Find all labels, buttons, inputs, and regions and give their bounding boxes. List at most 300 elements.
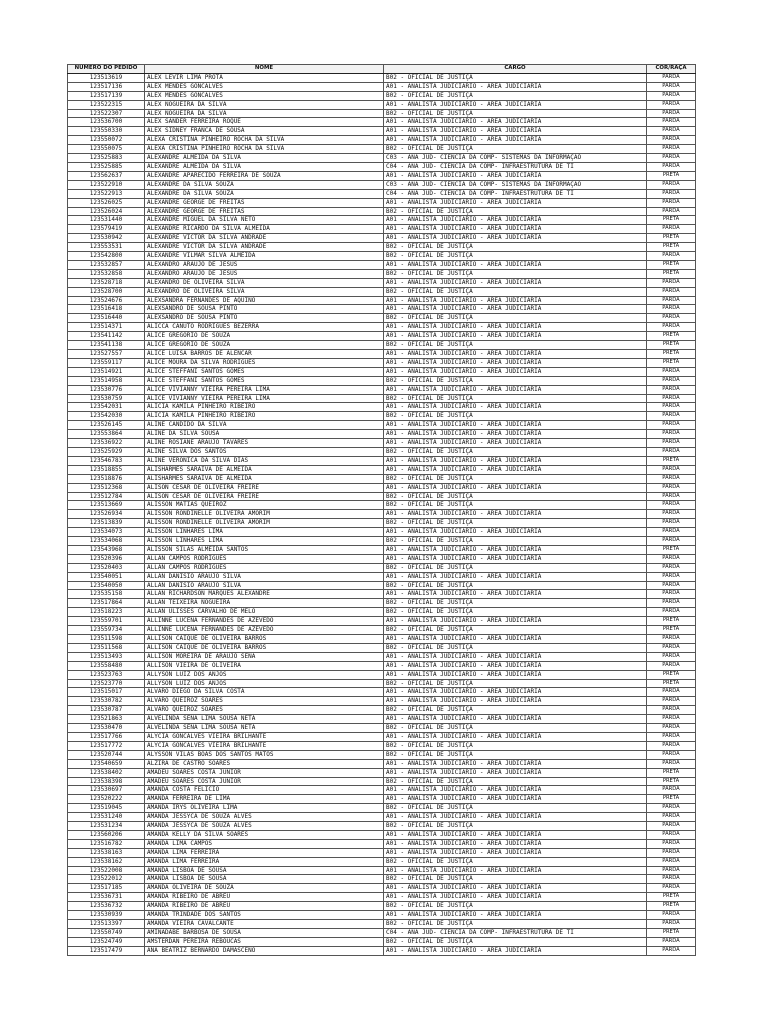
- table-row: [68, 617, 696, 626]
- order-number-cell: 123530759: [68, 394, 145, 403]
- race-cell: PARDA: [647, 162, 696, 171]
- order-number-cell: 123550749: [68, 928, 145, 937]
- name-cell: ALYSSON VILAS BOAS DOS SANTOS MATOS: [145, 750, 384, 759]
- race-cell: PRETA: [647, 358, 696, 367]
- race-cell: PARDA: [647, 830, 696, 839]
- order-number-cell: 123526145: [68, 421, 145, 430]
- order-number-cell: 123513839: [68, 519, 145, 528]
- order-number-cell: 123531240: [68, 813, 145, 822]
- race-cell: PRETA: [647, 626, 696, 635]
- race-cell: PARDA: [647, 572, 696, 581]
- race-cell: PARDA: [647, 706, 696, 715]
- order-number-cell: 123518223: [68, 608, 145, 617]
- order-number-cell: 123532858: [68, 269, 145, 278]
- name-cell: ALEXANDRE GEORGE DE FREITAS: [145, 207, 384, 216]
- position-cell: B02 - OFICIAL DE JUSTIÇA: [384, 412, 647, 421]
- table-row: [68, 920, 696, 929]
- order-number-cell: 123530782: [68, 697, 145, 706]
- name-cell: ALLISON VIEIRA DE OLIVEIRA: [145, 661, 384, 670]
- order-number-cell: 123522008: [68, 866, 145, 875]
- position-cell: A01 - ANALISTA JUDICIÁRIO - ÁREA JUDICIÁRIA: [384, 715, 647, 724]
- name-cell: ALEX LEVIR LIMA PROTA: [145, 73, 384, 82]
- position-cell: B02 - OFICIAL DE JUSTIÇA: [384, 643, 647, 652]
- race-cell: PARDA: [647, 385, 696, 394]
- order-number-cell: 123530787: [68, 706, 145, 715]
- table-row: [68, 911, 696, 920]
- race-cell: PARDA: [647, 252, 696, 261]
- race-cell: PARDA: [647, 439, 696, 448]
- race-cell: PRETA: [647, 617, 696, 626]
- race-cell: PARDA: [647, 866, 696, 875]
- name-cell: AMADEU SOARES COSTA JUNIOR: [145, 777, 384, 786]
- table-row: [68, 100, 696, 109]
- race-cell: PRETA: [647, 269, 696, 278]
- position-cell: A01 - ANALISTA JUDICIÁRIO - ÁREA JUDICIÁRIA: [384, 617, 647, 626]
- table-row: [68, 528, 696, 537]
- table-row: [68, 750, 696, 759]
- position-cell: B02 - OFICIAL DE JUSTIÇA: [384, 109, 647, 118]
- table-row: [68, 394, 696, 403]
- order-number-cell: 123526934: [68, 510, 145, 519]
- table-row: [68, 439, 696, 448]
- race-cell: PARDA: [647, 421, 696, 430]
- header-cor-raca: COR/RAÇA: [647, 65, 696, 74]
- position-cell: A01 - ANALISTA JUDICIÁRIO - ÁREA JUDICIÁRIA: [384, 839, 647, 848]
- table-row: [68, 679, 696, 688]
- position-cell: A01 - ANALISTA JUDICIÁRIO - ÁREA JUDICIÁRIA: [384, 866, 647, 875]
- table-row: [68, 688, 696, 697]
- order-number-cell: 123516418: [68, 305, 145, 314]
- position-cell: B02 - OFICIAL DE JUSTIÇA: [384, 857, 647, 866]
- order-number-cell: 123513493: [68, 652, 145, 661]
- order-number-cell: 123520744: [68, 750, 145, 759]
- position-cell: A01 - ANALISTA JUDICIÁRIO - ÁREA JUDICIÁRIA: [384, 118, 647, 127]
- table-row: [68, 786, 696, 795]
- order-number-cell: 123513397: [68, 920, 145, 929]
- position-cell: A01 - ANALISTA JUDICIÁRIO - ÁREA JUDICIÁRIA: [384, 171, 647, 180]
- position-cell: C04 - ANA JUD- CIÊNCIA DA COMP- INFRAESTRUTURA DE TI: [384, 189, 647, 198]
- table-row: [68, 643, 696, 652]
- table-row: [68, 795, 696, 804]
- name-cell: AMANDA KELLY DA SILVA SOARES: [145, 830, 384, 839]
- position-cell: A01 - ANALISTA JUDICIÁRIO - ÁREA JUDICIÁRIA: [384, 768, 647, 777]
- position-cell: A01 - ANALISTA JUDICIÁRIO - ÁREA JUDICIÁRIA: [384, 813, 647, 822]
- position-cell: A01 - ANALISTA JUDICIÁRIO - ÁREA JUDICIÁRIA: [384, 848, 647, 857]
- order-number-cell: 123514371: [68, 323, 145, 332]
- name-cell: ALEX MENDES GONCALVES: [145, 82, 384, 91]
- race-cell: PARDA: [647, 661, 696, 670]
- name-cell: ALEX MENDES GONCALVES: [145, 91, 384, 100]
- race-cell: PARDA: [647, 537, 696, 546]
- table-row: [68, 732, 696, 741]
- order-number-cell: 123517864: [68, 599, 145, 608]
- position-cell: A01 - ANALISTA JUDICIÁRIO - ÁREA JUDICIÁRIA: [384, 884, 647, 893]
- position-cell: B02 - OFICIAL DE JUSTIÇA: [384, 207, 647, 216]
- order-number-cell: 123512368: [68, 483, 145, 492]
- position-cell: C04 - ANA JUD- CIÊNCIA DA COMP- INFRAESTRUTURA DE TI: [384, 162, 647, 171]
- order-number-cell: 123550075: [68, 145, 145, 154]
- race-cell: PARDA: [647, 376, 696, 385]
- race-cell: PARDA: [647, 118, 696, 127]
- order-number-cell: 123517479: [68, 946, 145, 955]
- table-row: [68, 465, 696, 474]
- order-number-cell: 123540051: [68, 572, 145, 581]
- position-cell: A01 - ANALISTA JUDICIÁRIO - ÁREA JUDICIÁRIA: [384, 332, 647, 341]
- position-cell: B02 - OFICIAL DE JUSTIÇA: [384, 902, 647, 911]
- table-row: [68, 741, 696, 750]
- name-cell: AMSTERDAN PEREIRA REBOUCAS: [145, 937, 384, 946]
- table-row: [68, 82, 696, 91]
- table-row: [68, 225, 696, 234]
- name-cell: ALEXANDRO ARAUJO DE JESUS: [145, 269, 384, 278]
- race-cell: PARDA: [647, 652, 696, 661]
- race-cell: PARDA: [647, 136, 696, 145]
- order-number-cell: 123531440: [68, 216, 145, 225]
- name-cell: AMANDA LISBOA DE SOUSA: [145, 866, 384, 875]
- table-row: [68, 376, 696, 385]
- name-cell: ALEXANDRO ARAUJO DE JESUS: [145, 260, 384, 269]
- order-number-cell: 123540050: [68, 581, 145, 590]
- name-cell: ALISSON MATIAS QUEIROZ: [145, 501, 384, 510]
- table-row: [68, 875, 696, 884]
- race-cell: PARDA: [647, 857, 696, 866]
- race-cell: PARDA: [647, 73, 696, 82]
- name-cell: ALEXANDRE ALMEIDA DA SILVA: [145, 162, 384, 171]
- race-cell: PARDA: [647, 697, 696, 706]
- table-row: [68, 358, 696, 367]
- name-cell: ALVARO QUEIROZ SOARES: [145, 706, 384, 715]
- order-number-cell: 123530942: [68, 234, 145, 243]
- table-row: [68, 724, 696, 733]
- name-cell: ALINE ROSIANE ARAUJO TAVARES: [145, 439, 384, 448]
- race-cell: PARDA: [647, 314, 696, 323]
- order-number-cell: 123530776: [68, 385, 145, 394]
- race-cell: PARDA: [647, 154, 696, 163]
- race-cell: PARDA: [647, 305, 696, 314]
- race-cell: PRETA: [647, 216, 696, 225]
- order-number-cell: 123536731: [68, 893, 145, 902]
- order-number-cell: 123520396: [68, 554, 145, 563]
- race-cell: PARDA: [647, 741, 696, 750]
- name-cell: ALICCA CANUTO RODRIGUES BEZERRA: [145, 323, 384, 332]
- order-number-cell: 123525885: [68, 162, 145, 171]
- table-row: [68, 928, 696, 937]
- position-cell: A01 - ANALISTA JUDICIÁRIO - ÁREA JUDICIÁRIA: [384, 403, 647, 412]
- order-number-cell: 123550072: [68, 136, 145, 145]
- table-row: [68, 234, 696, 243]
- race-cell: PARDA: [647, 287, 696, 296]
- position-cell: A01 - ANALISTA JUDICIÁRIO - ÁREA JUDICIÁRIA: [384, 483, 647, 492]
- race-cell: PARDA: [647, 100, 696, 109]
- order-number-cell: 123535158: [68, 590, 145, 599]
- order-number-cell: 123525883: [68, 154, 145, 163]
- order-number-cell: 123517772: [68, 741, 145, 750]
- race-cell: PARDA: [647, 483, 696, 492]
- name-cell: AMANDA FERREIRA DE LIMA: [145, 795, 384, 804]
- name-cell: ALEXA CRISTINA PINHEIRO ROCHA DA SILVA: [145, 136, 384, 145]
- table-row: [68, 456, 696, 465]
- race-cell: PARDA: [647, 786, 696, 795]
- order-number-cell: 123530470: [68, 724, 145, 733]
- name-cell: ALEX SIDNEY FRANCA DE SOUSA: [145, 127, 384, 136]
- name-cell: ALICIA KAMILA PINHEIRO RIBEIRO: [145, 412, 384, 421]
- position-cell: A01 - ANALISTA JUDICIÁRIO - ÁREA JUDICIÁRIA: [384, 82, 647, 91]
- order-number-cell: 123523763: [68, 670, 145, 679]
- table-row: [68, 412, 696, 421]
- position-cell: A01 - ANALISTA JUDICIÁRIO - ÁREA JUDICIÁRIA: [384, 136, 647, 145]
- name-cell: ALISHARMES SARAIVA DE ALMEIDA: [145, 465, 384, 474]
- name-cell: AMANDA TRINDADE DOS SANTOS: [145, 911, 384, 920]
- name-cell: ALEX SANDER FERREIRA ROQUE: [145, 118, 384, 127]
- race-cell: PRETA: [647, 893, 696, 902]
- position-cell: B02 - OFICIAL DE JUSTIÇA: [384, 73, 647, 82]
- name-cell: ALLAN DANISIO ARAUJO SILVA: [145, 581, 384, 590]
- position-cell: A01 - ANALISTA JUDICIÁRIO - ÁREA JUDICIÁRIA: [384, 590, 647, 599]
- name-cell: ALLYSON LUIZ DOS ANJOS: [145, 670, 384, 679]
- race-cell: PRETA: [647, 332, 696, 341]
- position-cell: A01 - ANALISTA JUDICIÁRIO - ÁREA JUDICIÁRIA: [384, 661, 647, 670]
- position-cell: B02 - OFICIAL DE JUSTIÇA: [384, 937, 647, 946]
- table-row: [68, 857, 696, 866]
- table-row: [68, 154, 696, 163]
- name-cell: ALEXANDRE ALMEIDA DA SILVA: [145, 154, 384, 163]
- order-number-cell: 123579419: [68, 225, 145, 234]
- table-row: [68, 608, 696, 617]
- position-cell: A01 - ANALISTA JUDICIÁRIO - ÁREA JUDICIÁRIA: [384, 216, 647, 225]
- position-cell: B02 - OFICIAL DE JUSTIÇA: [384, 822, 647, 831]
- position-cell: A01 - ANALISTA JUDICIÁRIO - ÁREA JUDICIÁRIA: [384, 545, 647, 554]
- name-cell: ALEXANDRE VICTOR DA SILVA ANDRADE: [145, 234, 384, 243]
- table-row: [68, 323, 696, 332]
- race-cell: PARDA: [647, 145, 696, 154]
- name-cell: ALLAN ULISSES CARVALHO DE MELO: [145, 608, 384, 617]
- order-number-cell: 123536922: [68, 439, 145, 448]
- position-cell: B02 - OFICIAL DE JUSTIÇA: [384, 537, 647, 546]
- position-cell: A01 - ANALISTA JUDICIÁRIO - ÁREA JUDICIÁRIA: [384, 225, 647, 234]
- position-cell: B02 - OFICIAL DE JUSTIÇA: [384, 581, 647, 590]
- table-row: [68, 367, 696, 376]
- table-row: [68, 243, 696, 252]
- table-row: [68, 581, 696, 590]
- order-number-cell: 123512784: [68, 492, 145, 501]
- order-number-cell: 123522913: [68, 189, 145, 198]
- position-cell: B02 - OFICIAL DE JUSTIÇA: [384, 626, 647, 635]
- position-cell: B02 - OFICIAL DE JUSTIÇA: [384, 492, 647, 501]
- position-cell: B02 - OFICIAL DE JUSTIÇA: [384, 394, 647, 403]
- race-cell: PARDA: [647, 465, 696, 474]
- race-cell: PARDA: [647, 590, 696, 599]
- position-cell: A01 - ANALISTA JUDICIÁRIO - ÁREA JUDICIÁRIA: [384, 893, 647, 902]
- position-cell: B02 - OFICIAL DE JUSTIÇA: [384, 706, 647, 715]
- position-cell: A01 - ANALISTA JUDICIÁRIO - ÁREA JUDICIÁRIA: [384, 127, 647, 136]
- name-cell: ALEXANDRO DE OLIVEIRA SILVA: [145, 287, 384, 296]
- order-number-cell: 123553531: [68, 243, 145, 252]
- race-cell: PARDA: [647, 189, 696, 198]
- position-cell: B02 - OFICIAL DE JUSTIÇA: [384, 376, 647, 385]
- table-row: [68, 768, 696, 777]
- race-cell: PARDA: [647, 608, 696, 617]
- table-row: [68, 287, 696, 296]
- table-row: [68, 519, 696, 528]
- race-cell: PARDA: [647, 296, 696, 305]
- table-row: [68, 635, 696, 644]
- order-number-cell: 123522910: [68, 180, 145, 189]
- position-cell: A01 - ANALISTA JUDICIÁRIO - ÁREA JUDICIÁRIA: [384, 554, 647, 563]
- position-cell: B02 - OFICIAL DE JUSTIÇA: [384, 920, 647, 929]
- position-cell: B02 - OFICIAL DE JUSTIÇA: [384, 804, 647, 813]
- order-number-cell: 123543968: [68, 545, 145, 554]
- race-cell: PARDA: [647, 519, 696, 528]
- position-cell: B02 - OFICIAL DE JUSTIÇA: [384, 741, 647, 750]
- position-cell: A01 - ANALISTA JUDICIÁRIO - ÁREA JUDICIÁRIA: [384, 278, 647, 287]
- race-cell: PARDA: [647, 198, 696, 207]
- table-row: [68, 697, 696, 706]
- position-cell: C03 - ANA JUD- CIÊNCIA DA COMP- SISTEMAS DA INFORMAÇÃO: [384, 154, 647, 163]
- order-number-cell: 123519045: [68, 804, 145, 813]
- order-number-cell: 123517766: [68, 732, 145, 741]
- table-row: [68, 474, 696, 483]
- race-cell: PRETA: [647, 243, 696, 252]
- header-cargo: CARGO: [384, 65, 647, 74]
- table-row: [68, 385, 696, 394]
- table-row: [68, 759, 696, 768]
- table-row: [68, 403, 696, 412]
- order-number-cell: 123542030: [68, 412, 145, 421]
- name-cell: ALEXANDRE DA SILVA SOUZA: [145, 180, 384, 189]
- order-number-cell: 123536700: [68, 118, 145, 127]
- race-cell: PARDA: [647, 839, 696, 848]
- position-cell: A01 - ANALISTA JUDICIÁRIO - ÁREA JUDICIÁRIA: [384, 786, 647, 795]
- race-cell: PRETA: [647, 928, 696, 937]
- position-cell: B02 - OFICIAL DE JUSTIÇA: [384, 563, 647, 572]
- name-cell: ALINE VERONICA DA SILVA DIAS: [145, 456, 384, 465]
- order-number-cell: 123526025: [68, 198, 145, 207]
- name-cell: ALEXSANDRO DE SOUSA PINTO: [145, 314, 384, 323]
- race-cell: PARDA: [647, 447, 696, 456]
- position-cell: A01 - ANALISTA JUDICIÁRIO - ÁREA JUDICIÁRIA: [384, 323, 647, 332]
- table-row: [68, 822, 696, 831]
- name-cell: ALEXANDRO DE OLIVEIRA SILVA: [145, 278, 384, 287]
- position-cell: A01 - ANALISTA JUDICIÁRIO - ÁREA JUDICIÁRIA: [384, 688, 647, 697]
- name-cell: AMANDA OLIVEIRA DE SOUZA: [145, 884, 384, 893]
- table-row: [68, 902, 696, 911]
- table-row: [68, 572, 696, 581]
- race-cell: PARDA: [647, 822, 696, 831]
- name-cell: ALEX NOGUEIRA DA SILVA: [145, 109, 384, 118]
- position-cell: A01 - ANALISTA JUDICIÁRIO - ÁREA JUDICIÁRIA: [384, 234, 647, 243]
- race-cell: PARDA: [647, 715, 696, 724]
- name-cell: ALICE STEFFANI SANTOS GOMES: [145, 376, 384, 385]
- position-cell: A01 - ANALISTA JUDICIÁRIO - ÁREA JUDICIÁRIA: [384, 456, 647, 465]
- race-cell: PRETA: [647, 260, 696, 269]
- order-number-cell: 123524749: [68, 937, 145, 946]
- race-cell: PRETA: [647, 234, 696, 243]
- race-cell: PARDA: [647, 563, 696, 572]
- table-row: [68, 171, 696, 180]
- name-cell: ALEXANDRE VILMAR SILVA ALMEIDA: [145, 252, 384, 261]
- race-cell: PARDA: [647, 323, 696, 332]
- name-cell: ALVARO QUEIROZ SOARES: [145, 697, 384, 706]
- table-row: [68, 590, 696, 599]
- race-cell: PARDA: [647, 207, 696, 216]
- position-cell: A01 - ANALISTA JUDICIÁRIO - ÁREA JUDICIÁRIA: [384, 697, 647, 706]
- position-cell: A01 - ANALISTA JUDICIÁRIO - ÁREA JUDICIÁRIA: [384, 439, 647, 448]
- position-cell: A01 - ANALISTA JUDICIÁRIO - ÁREA JUDICIÁRIA: [384, 795, 647, 804]
- order-number-cell: 123523770: [68, 679, 145, 688]
- table-row: [68, 136, 696, 145]
- position-cell: B02 - OFICIAL DE JUSTIÇA: [384, 519, 647, 528]
- table-row: [68, 830, 696, 839]
- table-row: [68, 421, 696, 430]
- table-row: [68, 73, 696, 82]
- order-number-cell: 123530697: [68, 786, 145, 795]
- race-cell: PRETA: [647, 350, 696, 359]
- order-number-cell: 123559117: [68, 358, 145, 367]
- position-cell: A01 - ANALISTA JUDICIÁRIO - ÁREA JUDICIÁRIA: [384, 572, 647, 581]
- table-row: [68, 554, 696, 563]
- position-cell: B02 - OFICIAL DE JUSTIÇA: [384, 287, 647, 296]
- table-row: [68, 670, 696, 679]
- order-number-cell: 123527557: [68, 350, 145, 359]
- race-cell: PARDA: [647, 804, 696, 813]
- position-cell: A01 - ANALISTA JUDICIÁRIO - ÁREA JUDICIÁRIA: [384, 528, 647, 537]
- position-cell: B02 - OFICIAL DE JUSTIÇA: [384, 777, 647, 786]
- name-cell: ALICE STEFFANI SANTOS GOMES: [145, 367, 384, 376]
- position-cell: A01 - ANALISTA JUDICIÁRIO - ÁREA JUDICIÁRIA: [384, 385, 647, 394]
- order-number-cell: 123520222: [68, 795, 145, 804]
- name-cell: ALZIRA DE CASTRO SOARES: [145, 759, 384, 768]
- name-cell: AMANDA COSTA FELICIO: [145, 786, 384, 795]
- order-number-cell: 123516782: [68, 839, 145, 848]
- order-number-cell: 123522012: [68, 875, 145, 884]
- position-cell: B02 - OFICIAL DE JUSTIÇA: [384, 501, 647, 510]
- race-cell: PARDA: [647, 920, 696, 929]
- race-cell: PARDA: [647, 643, 696, 652]
- name-cell: ALEXANDRE DA SILVA SOUZA: [145, 189, 384, 198]
- position-cell: A01 - ANALISTA JUDICIÁRIO - ÁREA JUDICIÁRIA: [384, 305, 647, 314]
- order-number-cell: 123550330: [68, 127, 145, 136]
- name-cell: ALISSON LINHARES LIMA: [145, 537, 384, 546]
- order-number-cell: 123517136: [68, 82, 145, 91]
- name-cell: ALINE SILVA DOS SANTOS: [145, 447, 384, 456]
- race-cell: PARDA: [647, 225, 696, 234]
- table-row: [68, 332, 696, 341]
- table-row: [68, 252, 696, 261]
- name-cell: AMINADABE BARBOSA DE SOUSA: [145, 928, 384, 937]
- table-row: [68, 599, 696, 608]
- name-cell: AMANDA LISBOA DE SOUSA: [145, 875, 384, 884]
- race-cell: PARDA: [647, 554, 696, 563]
- applicant-table: [67, 64, 696, 956]
- name-cell: ALICE VIVIANNY VIEIRA PEREIRA LIMA: [145, 394, 384, 403]
- name-cell: AMANDA LIMA CAMPOS: [145, 839, 384, 848]
- order-number-cell: 123541142: [68, 332, 145, 341]
- name-cell: ALEXANDRE VICTOR DA SILVA ANDRADE: [145, 243, 384, 252]
- name-cell: ALINE DA SILVA SOUSA: [145, 430, 384, 439]
- position-cell: A01 - ANALISTA JUDICIÁRIO - ÁREA JUDICIÁRIA: [384, 652, 647, 661]
- race-cell: PARDA: [647, 528, 696, 537]
- order-number-cell: 123531234: [68, 822, 145, 831]
- name-cell: ALLAN DANISIO ARAUJO SILVA: [145, 572, 384, 581]
- race-cell: PARDA: [647, 759, 696, 768]
- position-cell: A01 - ANALISTA JUDICIÁRIO - ÁREA JUDICIÁRIA: [384, 635, 647, 644]
- order-number-cell: 123560206: [68, 830, 145, 839]
- name-cell: AMANDA IRYS OLIVEIRA LIMA: [145, 804, 384, 813]
- table-row: [68, 813, 696, 822]
- name-cell: ALICE GREGORIO DE SOUZA: [145, 332, 384, 341]
- order-number-cell: 123559701: [68, 617, 145, 626]
- order-number-cell: 123513669: [68, 501, 145, 510]
